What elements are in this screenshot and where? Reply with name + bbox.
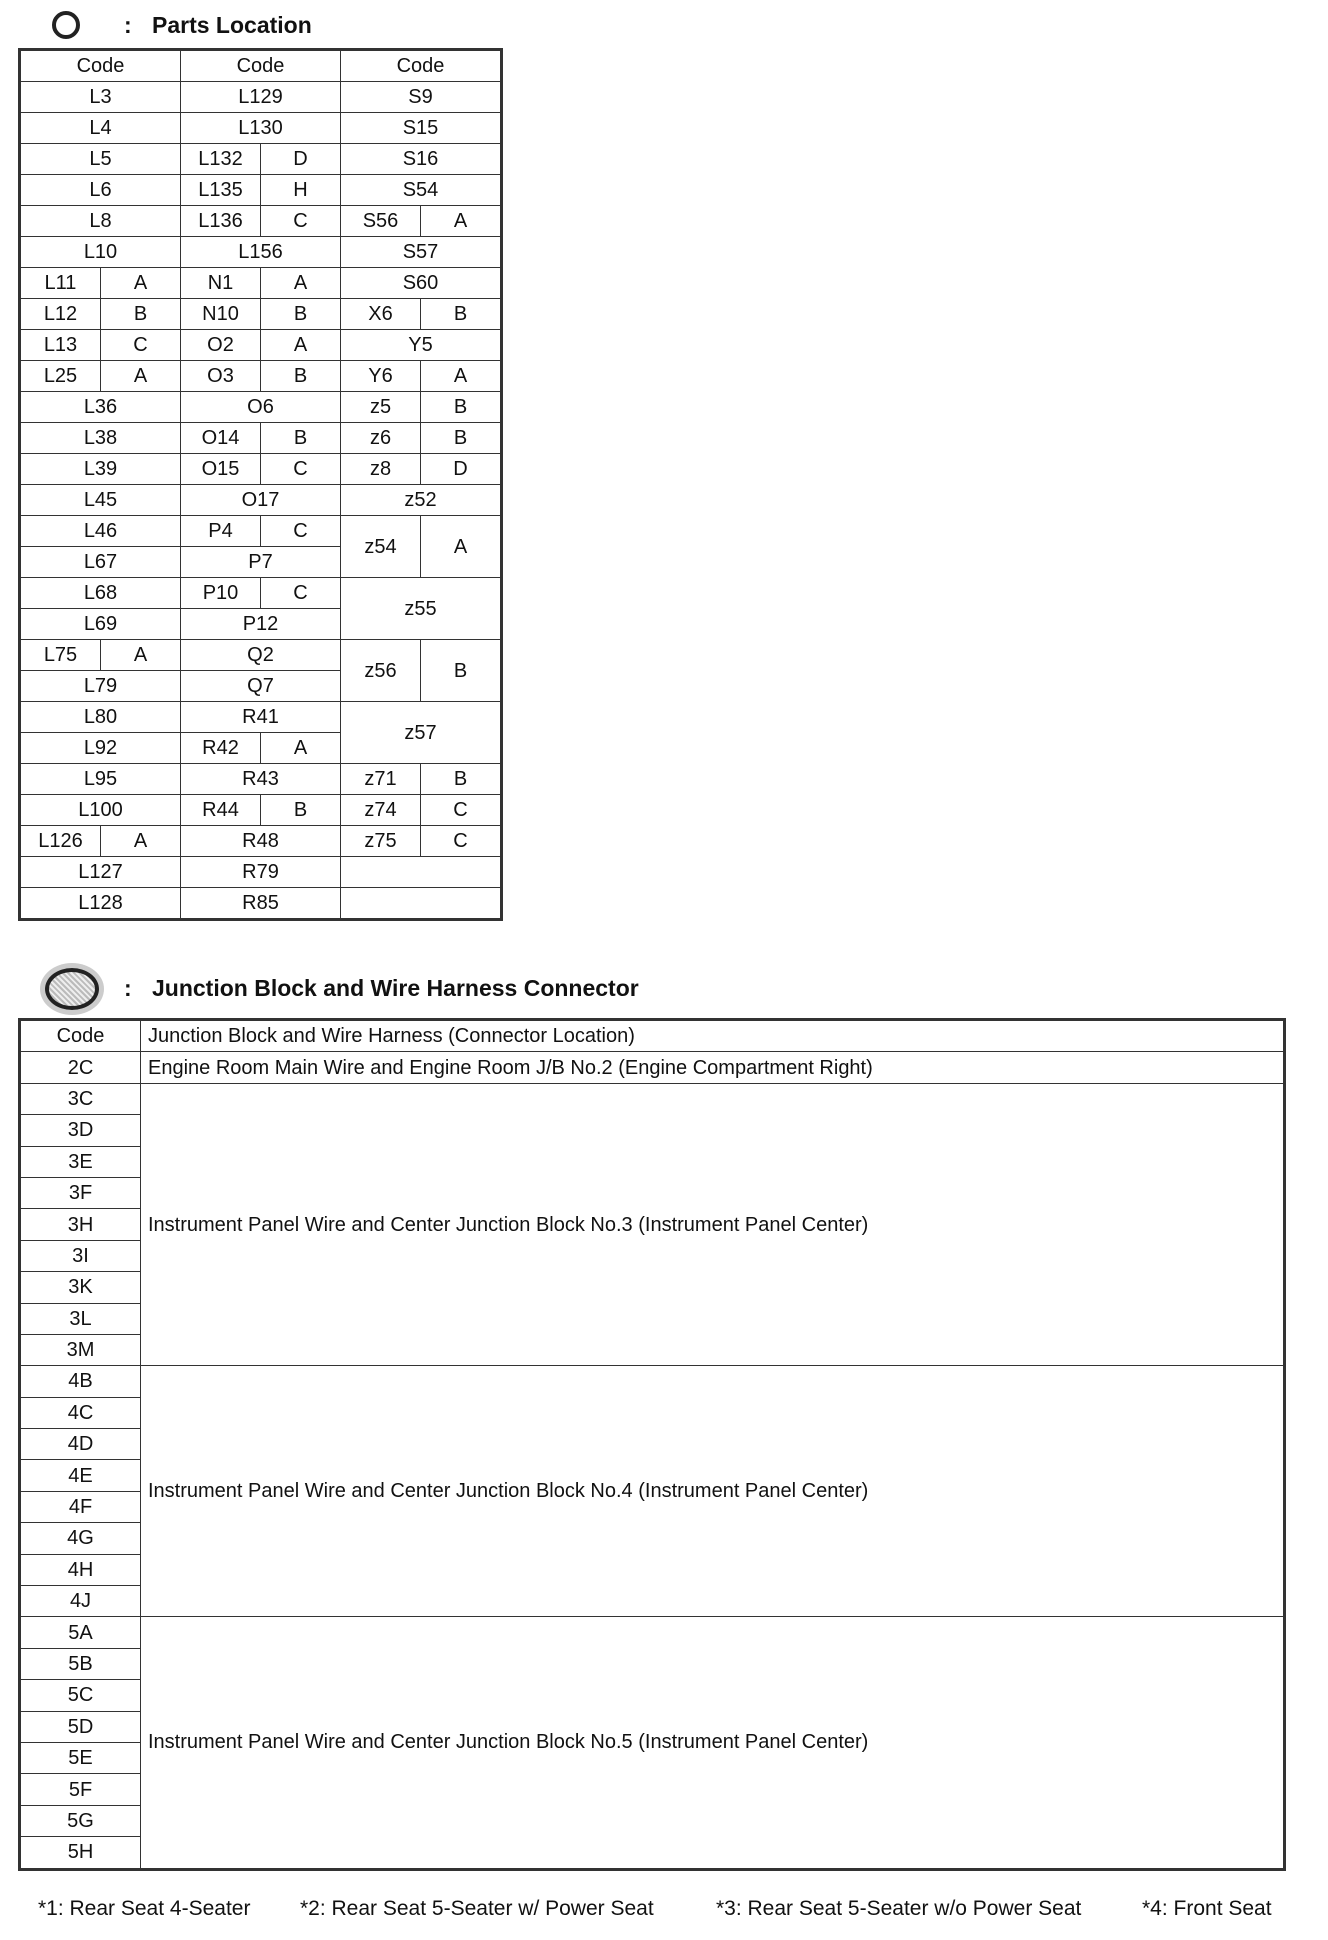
parts-code-cell: L75 xyxy=(21,640,101,671)
parts-row xyxy=(21,144,501,175)
parts-code-cell: L79 xyxy=(21,671,181,702)
connector-code-cell: 5D xyxy=(21,1711,141,1742)
parts-row xyxy=(21,113,501,144)
parts-code-cell: z75 xyxy=(341,826,421,857)
parts-code-cell: L12 xyxy=(21,299,101,330)
junction-connector-colon: : xyxy=(124,975,132,1001)
connector-code-cell: 5C xyxy=(21,1680,141,1711)
parts-code-cell: R44 xyxy=(181,795,261,826)
connector-code-cell: 4H xyxy=(21,1554,141,1585)
parts-code-cell: z57 xyxy=(341,702,501,764)
connector-row xyxy=(21,1083,1284,1114)
parts-code-cell: R43 xyxy=(181,764,341,795)
parts-row xyxy=(21,764,501,795)
parts-code-cell: L10 xyxy=(21,237,181,268)
parts-row xyxy=(21,237,501,268)
parts-code-cell: A xyxy=(101,826,181,857)
parts-code-cell: O6 xyxy=(181,392,341,423)
parts-header-row xyxy=(21,51,501,82)
parts-code-cell: B xyxy=(261,795,341,826)
parts-location-colon: : xyxy=(124,12,132,38)
parts-code-cell: X6 xyxy=(341,299,421,330)
parts-code-cell: L5 xyxy=(21,144,181,175)
footnote-2: *2: Rear Seat 5-Seater w/ Power Seat xyxy=(300,1897,654,1920)
parts-code-cell: R79 xyxy=(181,857,341,888)
parts-code-cell: L36 xyxy=(21,392,181,423)
connector-row xyxy=(21,1366,1284,1397)
footnote-4: *4: Front Seat xyxy=(1142,1897,1272,1920)
parts-code-cell: A xyxy=(421,361,501,392)
connector-code-cell: 3K xyxy=(21,1272,141,1303)
parts-row xyxy=(21,795,501,826)
parts-code-cell: S56 xyxy=(341,206,421,237)
parts-code-cell: A xyxy=(261,330,341,361)
parts-code-cell: L136 xyxy=(181,206,261,237)
footnote-1: *1: Rear Seat 4-Seater xyxy=(38,1897,251,1920)
parts-header-code-3: Code xyxy=(341,51,501,82)
parts-code-cell: R48 xyxy=(181,826,341,857)
parts-row xyxy=(21,268,501,299)
parts-code-cell: C xyxy=(261,516,341,547)
parts-code-cell: L6 xyxy=(21,175,181,206)
parts-code-cell: S57 xyxy=(341,237,501,268)
parts-code-cell: C xyxy=(261,206,341,237)
connector-code-cell: 4D xyxy=(21,1429,141,1460)
parts-code-cell: S60 xyxy=(341,268,501,299)
junction-connector-title: Junction Block and Wire Harness Connector xyxy=(152,975,639,1001)
parts-code-cell: z56 xyxy=(341,640,421,702)
parts-code-cell: D xyxy=(421,454,501,485)
parts-row xyxy=(21,299,501,330)
parts-code-cell: z52 xyxy=(341,485,501,516)
parts-code-cell: A xyxy=(101,640,181,671)
parts-row xyxy=(21,423,501,454)
parts-code-cell: L92 xyxy=(21,733,181,764)
parts-header-code-1: Code xyxy=(21,51,181,82)
connector-code-cell: 4B xyxy=(21,1366,141,1397)
parts-row xyxy=(21,578,501,609)
parts-code-cell: z8 xyxy=(341,454,421,485)
parts-code-cell: L11 xyxy=(21,268,101,299)
parts-location-table-body xyxy=(21,51,501,919)
parts-row xyxy=(21,888,501,919)
parts-code-cell: O14 xyxy=(181,423,261,454)
parts-code-cell: P12 xyxy=(181,609,341,640)
parts-row xyxy=(21,826,501,857)
connector-description-cell: Instrument Panel Wire and Center Junction Block No.5 (Instrument Panel Center) xyxy=(141,1617,1284,1868)
parts-code-cell: L80 xyxy=(21,702,181,733)
parts-code-cell: L156 xyxy=(181,237,341,268)
parts-code-cell: C xyxy=(421,826,501,857)
connector-code-cell: 3M xyxy=(21,1334,141,1365)
parts-code-cell: D xyxy=(261,144,341,175)
parts-code-cell: z71 xyxy=(341,764,421,795)
connector-code-cell: 3F xyxy=(21,1177,141,1208)
junction-connector-table xyxy=(20,1020,1284,1869)
parts-code-cell: L39 xyxy=(21,454,181,485)
parts-code-cell: C xyxy=(261,578,341,609)
parts-code-cell: Q2 xyxy=(181,640,341,671)
parts-code-cell: Y5 xyxy=(341,330,501,361)
parts-code-cell: P4 xyxy=(181,516,261,547)
parts-code-cell: L129 xyxy=(181,82,341,113)
parts-row xyxy=(21,330,501,361)
parts-code-cell: B xyxy=(261,423,341,454)
parts-code-cell: A xyxy=(261,268,341,299)
parts-row xyxy=(21,485,501,516)
parts-code-cell: R85 xyxy=(181,888,341,919)
parts-code-cell: O3 xyxy=(181,361,261,392)
parts-code-cell: P10 xyxy=(181,578,261,609)
parts-code-cell: B xyxy=(421,423,501,454)
connector-header-description: Junction Block and Wire Harness (Connector Location) xyxy=(141,1021,1284,1052)
parts-code-cell: S54 xyxy=(341,175,501,206)
connector-code-cell: 5B xyxy=(21,1648,141,1679)
connector-code-cell: 5H xyxy=(21,1837,141,1868)
parts-code-cell: B xyxy=(421,392,501,423)
parts-code-cell: A xyxy=(421,206,501,237)
parts-code-cell: L38 xyxy=(21,423,181,454)
parts-row xyxy=(21,702,501,733)
parts-code-cell: S16 xyxy=(341,144,501,175)
parts-code-cell: L135 xyxy=(181,175,261,206)
connector-code-cell: 3D xyxy=(21,1115,141,1146)
parts-location-title: Parts Location xyxy=(152,12,312,38)
parts-code-cell: Q7 xyxy=(181,671,341,702)
junction-connector-shaded-circle-icon xyxy=(45,968,99,1010)
parts-code-cell: z74 xyxy=(341,795,421,826)
parts-row xyxy=(21,857,501,888)
parts-code-cell: L69 xyxy=(21,609,181,640)
connector-description-cell: Instrument Panel Wire and Center Junction Block No.4 (Instrument Panel Center) xyxy=(141,1366,1284,1617)
parts-code-cell: O2 xyxy=(181,330,261,361)
connector-code-cell: 4C xyxy=(21,1397,141,1428)
parts-code-cell: R42 xyxy=(181,733,261,764)
parts-code-cell: B xyxy=(421,764,501,795)
parts-code-cell: Y6 xyxy=(341,361,421,392)
parts-code-cell: A xyxy=(261,733,341,764)
connector-header-code: Code xyxy=(21,1021,141,1052)
parts-empty-cell xyxy=(341,888,501,919)
parts-code-cell: L128 xyxy=(21,888,181,919)
parts-code-cell: L45 xyxy=(21,485,181,516)
parts-code-cell: A xyxy=(101,268,181,299)
connector-code-cell: 5E xyxy=(21,1742,141,1773)
parts-code-cell: z6 xyxy=(341,423,421,454)
parts-code-cell: C xyxy=(421,795,501,826)
parts-row xyxy=(21,175,501,206)
parts-location-circle-icon xyxy=(52,11,80,39)
parts-code-cell: B xyxy=(101,299,181,330)
parts-code-cell: L126 xyxy=(21,826,101,857)
parts-row xyxy=(21,516,501,547)
parts-code-cell: C xyxy=(261,454,341,485)
parts-code-cell: L68 xyxy=(21,578,181,609)
connector-code-cell: 3H xyxy=(21,1209,141,1240)
parts-header-code-2: Code xyxy=(181,51,341,82)
connector-description-cell: Engine Room Main Wire and Engine Room J/B No.2 (Engine Compartment Right) xyxy=(141,1052,1284,1083)
parts-code-cell: L127 xyxy=(21,857,181,888)
parts-code-cell: N10 xyxy=(181,299,261,330)
parts-location-table xyxy=(20,50,501,919)
parts-code-cell: L130 xyxy=(181,113,341,144)
connector-code-cell: 3C xyxy=(21,1083,141,1114)
parts-code-cell: S15 xyxy=(341,113,501,144)
parts-code-cell: A xyxy=(101,361,181,392)
connector-code-cell: 3I xyxy=(21,1240,141,1271)
connector-code-cell: 2C xyxy=(21,1052,141,1083)
parts-row xyxy=(21,361,501,392)
parts-code-cell: z5 xyxy=(341,392,421,423)
parts-code-cell: L46 xyxy=(21,516,181,547)
parts-row xyxy=(21,82,501,113)
connector-code-cell: 3E xyxy=(21,1146,141,1177)
connector-code-cell: 5A xyxy=(21,1617,141,1648)
parts-row xyxy=(21,640,501,671)
connector-code-cell: 4J xyxy=(21,1586,141,1617)
parts-code-cell: R41 xyxy=(181,702,341,733)
parts-code-cell: C xyxy=(101,330,181,361)
parts-code-cell: H xyxy=(261,175,341,206)
connector-code-cell: 4G xyxy=(21,1523,141,1554)
parts-code-cell: L100 xyxy=(21,795,181,826)
connector-code-cell: 4E xyxy=(21,1460,141,1491)
connector-row xyxy=(21,1052,1284,1083)
parts-code-cell: z54 xyxy=(341,516,421,578)
connector-code-cell: 3L xyxy=(21,1303,141,1334)
parts-code-cell: L4 xyxy=(21,113,181,144)
junction-connector-table-body xyxy=(21,1021,1284,1869)
parts-code-cell: S9 xyxy=(341,82,501,113)
footnote-3: *3: Rear Seat 5-Seater w/o Power Seat xyxy=(716,1897,1082,1920)
parts-code-cell: B xyxy=(421,640,501,702)
parts-empty-cell xyxy=(341,857,501,888)
parts-code-cell: z55 xyxy=(341,578,501,640)
connector-header-row xyxy=(21,1021,1284,1052)
parts-code-cell: B xyxy=(421,299,501,330)
parts-code-cell: L67 xyxy=(21,547,181,578)
parts-code-cell: L25 xyxy=(21,361,101,392)
parts-code-cell: L95 xyxy=(21,764,181,795)
parts-code-cell: L132 xyxy=(181,144,261,175)
connector-description-cell: Instrument Panel Wire and Center Junction Block No.3 (Instrument Panel Center) xyxy=(141,1083,1284,1366)
parts-row xyxy=(21,206,501,237)
parts-row xyxy=(21,454,501,485)
parts-code-cell: P7 xyxy=(181,547,341,578)
parts-code-cell: N1 xyxy=(181,268,261,299)
parts-code-cell: O17 xyxy=(181,485,341,516)
parts-code-cell: L3 xyxy=(21,82,181,113)
parts-code-cell: B xyxy=(261,361,341,392)
parts-code-cell: A xyxy=(421,516,501,578)
parts-code-cell: L8 xyxy=(21,206,181,237)
connector-code-cell: 4F xyxy=(21,1491,141,1522)
parts-row xyxy=(21,392,501,423)
parts-code-cell: B xyxy=(261,299,341,330)
connector-row xyxy=(21,1617,1284,1648)
connector-code-cell: 5F xyxy=(21,1774,141,1805)
parts-code-cell: L13 xyxy=(21,330,101,361)
parts-code-cell: O15 xyxy=(181,454,261,485)
connector-code-cell: 5G xyxy=(21,1805,141,1836)
